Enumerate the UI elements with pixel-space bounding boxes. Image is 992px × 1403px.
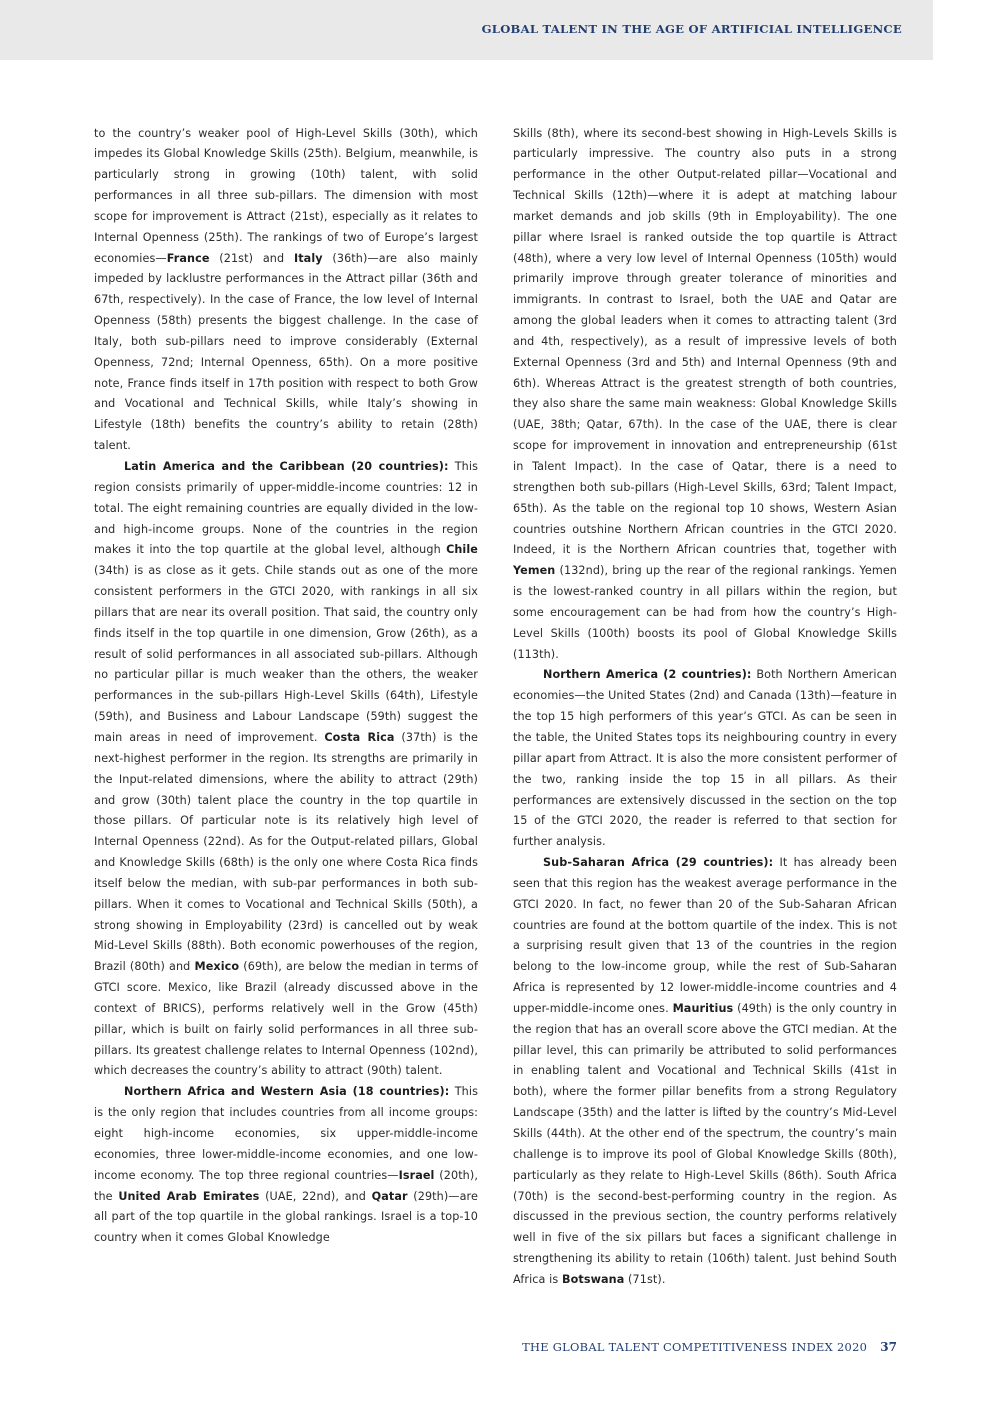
text-run: This region consists primarily of upper-middle-income countries: 12 in total. The eight remaining countries are equally divided in the low- and high-income groups. None of the countries in the region makes it into the top quartile at the global level, although: [94, 460, 478, 557]
text-run: (21st) and: [209, 251, 294, 265]
text-run: (71st).: [624, 1272, 666, 1286]
body-paragraph: [94, 457, 478, 1082]
text-run: (37th) is the next-highest performer in the region. Its strengths are primarily in the Input-related dimensions, where the ability to attract (29th) and grow (30th) talent place the country in the top quartile in those pillars. Of particular note is its relatively high level of Internal Openness (22nd). As for the Output-related pillars, Global and Knowledge Skills (68th) is the only one where Costa Rica finds itself below the median, with sub-par performances in both sub-pillars. When it comes to Vocational and Technical Skills (50th), a strong showing in Employability (23rd) is cancelled out by weak Mid-Level Skills (88th). Both economic powerhouses of the region, Brazil (80th) and: [94, 730, 478, 974]
body-paragraph: [94, 124, 478, 458]
bold-term: Latin America and the Caribbean (20 countries):: [124, 460, 449, 473]
bold-term: Mexico: [194, 960, 240, 974]
text-run: (UAE, 22nd), and: [259, 1189, 372, 1203]
page-footer: [522, 1336, 897, 1355]
bold-term: Yemen: [513, 564, 556, 578]
bold-term: Mauritius: [672, 1001, 734, 1015]
bold-term: Italy: [293, 251, 323, 265]
text-run: (20th), the: [94, 1168, 478, 1203]
bold-term: Northern Africa and Western Asia (18 countries):: [124, 1085, 450, 1099]
page-number: 37: [880, 1340, 897, 1354]
bold-term: Costa Rica: [324, 730, 395, 744]
text-run: Both Northern American economies—the United States (2nd) and Canada (13th)—feature in the top 15 high performers of this year’s GTCI. As can be seen in the table, the United States tops its neighbouring country in every pillar apart from Attract. It is also the more consistent performer of the two, ranking inside the top 15 in all pillars. As their performances are extensively discussed in the section on the top 15 of the GTCI 2020, the reader is referred to that section for further analysis.: [513, 668, 897, 849]
right-column: [513, 124, 897, 1291]
text-run: (49th) is the only country in the region that has an overall score above the GTCI median. At the pillar level, this can primarily be attributed to solid performances in enabling talent and Vocational and Technical Skills (41st in both), where the former pillar benefits from a strong Regulatory Landscape (35th) and the latter is lifted by the country’s Mid-Level Skills (44th). At the other end of the spectrum, the country’s main challenge is to improve its pool of Global Knowledge Skills (80th), particularly as they relate to High-Level Skills (86th). South Africa (70th) is the second-best-performing country in the region. As discussed in the previous section, the country performs relatively well in five of the six pillars but faces a significant challenge in strengthening its ability to retain (106th) talent. Just behind South Africa is: [513, 1001, 897, 1286]
bold-term: Sub-Saharan Africa (29 countries):: [543, 856, 774, 870]
text-run: Skills (8th), where its second-best showing in High-Levels Skills is particularly impressive. The country also puts in a strong performance in the other Output-related pillar—Vocational and Technical Skills (12th)—where it is adept at matching labour market demands and job skills (9th in Employability). The one pillar where Israel is ranked outside the top quartile is Attract (48th), where a very low level of Internal Openness (105th) would primarily improve through greater tolerance of minorities and immigrants. In contrast to Israel, both the UAE and Qatar are among the global leaders when it comes to attracting talent (3rd and 4th, respectively), as a result of impressive levels of both External Openness (3rd and 5th) and Internal Openness (9th and 6th). Whereas Attract is the greatest strength of both countries, they also share the same main weakness: Global Knowledge Skills (UAE, 38th; Qatar, 67th). In the case of the UAE, there is clear scope for improvement in innovation and entrepreneurship (61st in Talent Impact). In the case of Qatar, there is a need to strengthen both sub-pillars (High-Level Skills, 63rd; Talent Impact, 65th). As the table on the regional top 10 shows, Western Asian countries outshine Northern African countries in the GTCI 2020. Indeed, it is the Northern African countries that, together with: [513, 126, 897, 557]
bold-term: Israel: [398, 1168, 435, 1182]
footer-publication-title: THE GLOBAL TALENT COMPETITIVENESS INDEX 2020: [522, 1340, 868, 1354]
body-paragraph: [513, 665, 897, 853]
text-run: (69th), are below the median in terms of GTCI score. Mexico, like Brazil (already discussed above in the context of BRICS), performs relatively well in the Grow (45th) pillar, which is built on fairly solid performances in all three sub-pillars. Its greatest challenge relates to Internal Openness (102nd), which decreases the country’s ability to attract (90th) talent.: [94, 960, 478, 1078]
header-bar: [0, 0, 933, 60]
text-run: to the country’s weaker pool of High-Level Skills (30th), which impedes its Global Knowledge Skills (25th). Belgium, meanwhile, is particularly strong in growing (10th) talent, with solid performances in all three sub-pillars. The dimension with most scope for improvement is Attract (21st), especially as it relates to Internal Openness (25th). The rankings of two of Europe’s largest economies—: [94, 126, 478, 265]
text-run: (132nd), bring up the rear of the regional rankings. Yemen is the lowest-ranked country in all pillars within the region, but some encouragement can be had from how the country’s High-Level Skills (100th) boosts its pool of Global Knowledge Skills (113th).: [513, 564, 897, 661]
bold-term: United Arab Emirates: [118, 1189, 260, 1203]
body-paragraph: [513, 853, 897, 1291]
text-run: (29th)—are all part of the top quartile in the global rankings. Israel is a top-10 country when it comes Global Knowledge: [94, 1189, 478, 1245]
left-column: [94, 124, 478, 1250]
bold-term: Botswana: [561, 1272, 625, 1286]
body-paragraph: [513, 124, 897, 666]
text-run: (36th)—are also mainly impeded by lacklustre performances in the Attract pillar (36th and 67th, respectively). In the case of France, the low level of Internal Openness (58th) presents the biggest challenge. In the case of Italy, both sub-pillars need to improve considerably (External Openness, 72nd; Internal Openness, 65th). On a more positive note, France finds itself in 17th position with respect to both Grow and Vocational and Technical Skills, while Italy’s showing in Lifestyle (18th) benefits the country’s ability to retain (28th) talent.: [94, 251, 478, 453]
body-paragraph: [94, 1082, 478, 1249]
text-run: It has already been seen that this region has the weakest average performance in the GTCI 2020. In fact, no fewer than 20 of the Sub-Saharan African countries are found at the bottom quartile of the index. This is not a surprising result given that 13 of the countries in the region belong to the low-income group, while the rest of Sub-Saharan Africa is represented by 12 lower-middle-income countries and 4 upper-middle-income ones.: [513, 856, 898, 1015]
text-run: This is the only region that includes countries from all income groups: eight high-income economies, six upper-middle-income economies, three lower-middle-income economies, and one low-income economy. The top three regional countries—: [94, 1085, 478, 1182]
bold-term: Qatar: [371, 1189, 408, 1203]
bold-term: Chile: [446, 543, 478, 557]
bold-term: France: [166, 251, 210, 265]
bold-term: Northern America (2 countries):: [543, 668, 752, 682]
running-header-title: GLOBAL TALENT IN THE AGE OF ARTIFICIAL INTELLIGENCE: [481, 22, 902, 36]
text-run: (34th) is as close as it gets. Chile stands out as one of the more consistent performers in the GTCI 2020, with rankings in all six pillars that are near its overall position. That said, the country only finds itself in the top quartile in one dimension, Grow (26th), as a result of solid performances in all associated sub-pillars. Although no particular pillar is much weaker than the others, the weaker performances in the sub-pillars High-Level Skills (64th), Lifestyle (59th), and Business and Labour Landscape (59th) suggest the main areas in need of improvement.: [94, 564, 478, 744]
